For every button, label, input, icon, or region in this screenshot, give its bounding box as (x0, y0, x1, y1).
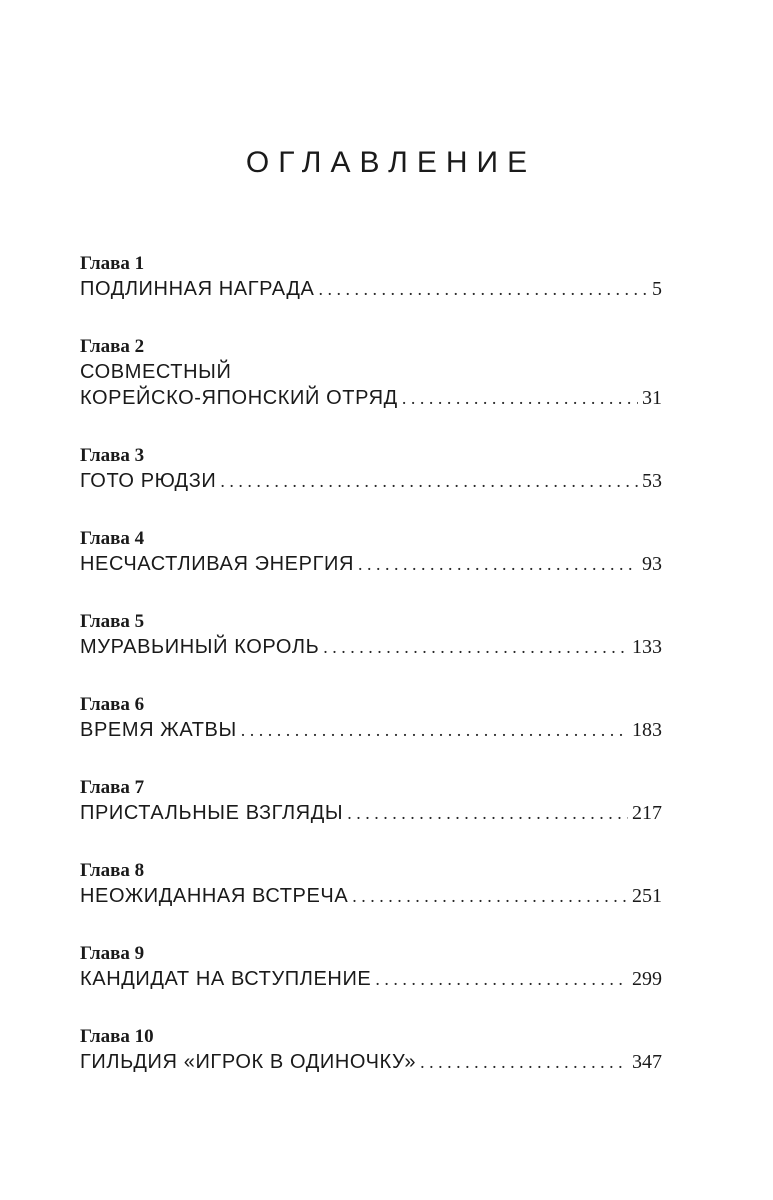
toc-entry (80, 942, 662, 992)
toc-row[interactable] (80, 800, 662, 826)
chapter-title: ГИЛЬДИЯ «ИГРОК В ОДИНОЧКУ» (80, 1051, 417, 1073)
page-number: 31 (642, 387, 662, 409)
toc-entry (80, 1025, 662, 1075)
toc-row[interactable] (80, 634, 662, 660)
toc-entry (80, 444, 662, 494)
toc-row[interactable] (80, 468, 662, 494)
chapter-label: Глава 4 (80, 528, 145, 549)
toc-row[interactable] (80, 551, 662, 577)
chapter-label: Глава 6 (80, 694, 145, 715)
page-number: 299 (632, 968, 662, 990)
toc-entry (80, 252, 662, 302)
page-number: 347 (632, 1051, 662, 1073)
dot-leader (347, 800, 628, 826)
chapter-label: Глава 1 (80, 253, 145, 274)
chapter-title: ПОДЛИННАЯ НАГРАДА (80, 278, 315, 300)
dot-leader (241, 717, 628, 743)
chapter-title: ПРИСТАЛЬНЫЕ ВЗГЛЯДЫ (80, 802, 344, 824)
toc-row[interactable] (80, 1049, 662, 1075)
table-of-contents (80, 252, 662, 1108)
page-number: 53 (642, 470, 662, 492)
chapter-label: Глава 3 (80, 445, 145, 466)
toc-row[interactable] (80, 385, 662, 411)
chapter-title: НЕОЖИДАННАЯ ВСТРЕЧА (80, 885, 349, 907)
chapter-title: КОРЕЙСКО-ЯПОНСКИЙ ОТРЯД (80, 387, 398, 409)
page-title: ОГЛАВЛЕНИЕ (245, 146, 537, 179)
toc-row[interactable] (80, 883, 662, 909)
chapter-label: Глава 2 (80, 336, 145, 357)
chapter-title: ВРЕМЯ ЖАТВЫ (80, 719, 237, 741)
toc-entry (80, 527, 662, 577)
toc-entry (80, 693, 662, 743)
chapter-label: Глава 7 (80, 777, 145, 798)
chapter-label: Глава 10 (80, 1026, 154, 1047)
page-number: 93 (642, 553, 662, 575)
dot-leader (420, 1049, 628, 1075)
chapter-title: КАНДИДАТ НА ВСТУПЛЕНИЕ (80, 968, 372, 990)
page-number: 133 (632, 636, 662, 658)
chapter-title: ГОТО РЮДЗИ (80, 470, 217, 492)
dot-leader (375, 966, 628, 992)
toc-row[interactable] (80, 276, 662, 302)
page-number: 5 (652, 278, 662, 300)
dot-leader (323, 634, 628, 660)
dot-leader (358, 551, 638, 577)
toc-entry (80, 776, 662, 826)
chapter-title: НЕСЧАСТЛИВАЯ ЭНЕРГИЯ (80, 553, 355, 575)
toc-entry (80, 335, 662, 411)
toc-row[interactable] (80, 966, 662, 992)
dot-leader (220, 468, 638, 494)
chapter-label: Глава 9 (80, 943, 145, 964)
page-number: 183 (632, 719, 662, 741)
dot-leader (352, 883, 628, 909)
toc-entry (80, 610, 662, 660)
chapter-label: Глава 5 (80, 611, 145, 632)
chapter-title: МУРАВЬИНЫЙ КОРОЛЬ (80, 636, 320, 658)
chapter-label: Глава 8 (80, 860, 145, 881)
dot-leader (318, 276, 648, 302)
page-number: 251 (632, 885, 662, 907)
toc-row[interactable] (80, 717, 662, 743)
dot-leader (402, 385, 638, 411)
chapter-title-line: СОВМЕСТНЫЙ (80, 361, 232, 383)
page-number: 217 (632, 802, 662, 824)
toc-entry (80, 859, 662, 909)
